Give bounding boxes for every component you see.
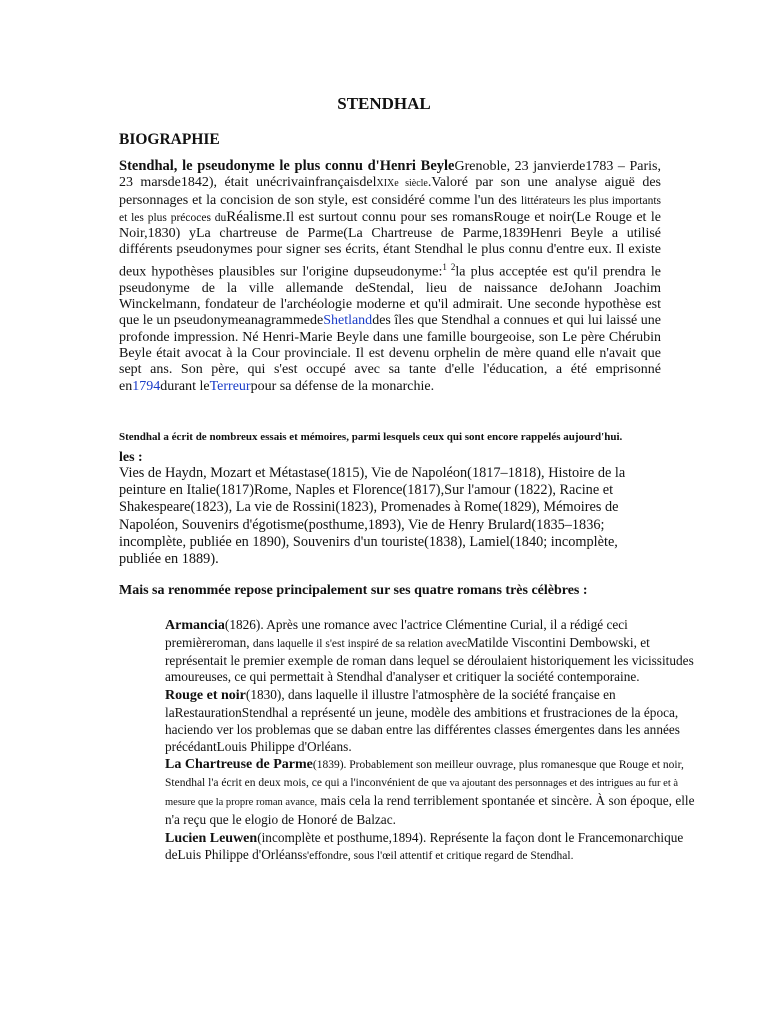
intro-text-4: .Il est surtout connu pour ses romansRouge et noir(Le Rouge et le Noir,1830) yLa chartreuse de Parme(La Chartreuse de Parme,1839Henri Beyle a utilisé différents pseudonymes pour signer ses écrits, étant Stendhal le plus connu d'entre eux. Il existe deux hypothèses plausibles sur l'origine dupseudonyme: — [119, 209, 661, 280]
novel-text-small: s'effondre, sous l'œil attentif et critique regard de Stendhal. — [302, 850, 574, 863]
list-item — [141, 687, 701, 755]
novels-heading: Mais sa renommée repose principalement sur ses quatre romans très célèbres : — [119, 583, 588, 598]
intro-text-2: .Valoré par son une analyse aiguë des personnages et la concision de son style, est considéré comme l'un des — [119, 175, 661, 208]
biography-paragraph — [119, 158, 661, 395]
novel-text-end: Matilde Viscontini Dembowski, et représentait le premier exemple de roman dans lequel se déroulaient historiquement les vicissitudes amoureuses, ce qui permettait à Stendhal d'analyser et critiquer la société contemporaine. — [165, 634, 694, 685]
novel-title: Armancia — [165, 618, 225, 633]
novel-title: Rouge et noir — [165, 688, 246, 704]
link-terreur[interactable]: Terreur — [209, 378, 251, 394]
intro-realisme: Réalisme — [226, 208, 283, 225]
novel-text-small: que va ajoutant des personnages et des intrigues au fur et à mesure que la propre roman avance, — [165, 778, 679, 808]
essays-list: Vies de Haydn, Mozart et Métastase(1815), Vie de Napoléon(1817–1818), Histoire de la peinture en Italie(1817)Rome, Naples et Florence(1817),Sur l'amour (1822), Racine et Shakespeare(1823), La vie de Rossini(1823), Promenades à Rome(1829), Mémoires de Napoléon, Souvenirs d'égotisme(posthume,1893), Vie de Henry Brulard(1835–1836; incomplète, publiée en 1890), Souvenirs d'un touriste(1838), Lamiel(1840; incomplète, publiée en 1889). — [119, 465, 626, 568]
novels-list — [141, 617, 701, 866]
intro-lead: Stendhal, le pseudonyme le plus connu d'Henri Beyle — [119, 158, 455, 174]
novel-text-end: mais cela la rend terriblement spontanée et sincère. À son époque, elle n'a reçu que le elogio de Honoré de Balzac. — [165, 792, 695, 827]
intro-xix-century: XIXe siècle — [376, 178, 428, 190]
link-shetland[interactable]: Shetland — [323, 313, 373, 329]
link-1794[interactable]: 1794 — [132, 378, 161, 394]
novel-text-small: dans laquelle il s'est inspiré de sa relation avec — [252, 637, 467, 650]
list-item — [141, 617, 701, 686]
section-heading-biographie: BIOGRAPHIE — [119, 131, 220, 148]
list-item — [141, 830, 701, 866]
novel-title: La Chartreuse de Parme — [165, 757, 313, 773]
novel-text: (1839). Probablement son meilleur ouvrage, plus romanesque que Rouge et noir, Stendhal l'a écrit en deux mois, ce qui a l'inconvénient de — [165, 759, 684, 790]
essays-list-label: les : — [119, 450, 143, 465]
essays-intro: Stendhal a écrit de nombreux essais et mémoires, parmi lesquels ceux qui sont encore rappelés aujourd'hui. — [119, 431, 623, 443]
intro-small-text: littérateurs les plus importants et les plus précoces du — [119, 194, 662, 224]
list-item — [141, 756, 701, 828]
intro-text-5: la plus acceptée est qu'il prendra le pseudonyme de la ville allemande deStendal, lieu de naissance deJohann Joachim Winckelmann, fondateur de l'archéologie moderne et qu'il admirait. Une seconde hypothèse est que le un pseudonymeanagrammede — [119, 264, 662, 329]
intro-text-8: pour sa défense de la monarchie. — [250, 378, 435, 394]
intro-text-6: des îles que Stendhal a connues et qui lui laissé une profonde impression. Né Henri-Marie Beyle dans une famille bourgeoise, son Le père Chérubin Beyle était avocat à la Cour provinciale. Il est devenu orphelin de mère quand elle n'avait que sept ans. Son père, qui s'est occupé avec sa tante d'elle l'éducation, a été emprisonné en — [119, 313, 661, 394]
page-title: STENDHAL — [337, 94, 431, 113]
novel-text: (1830), dans laquelle il illustre l'atmosphère de la société française en laRestaurationStendhal a représenté un jeune, modèle des ambitions et frustraciones de la época, haciendo ver los problemas que se daban entre las différentes classes émergentes dans les années précédantLouis Philippe d'Orléans. — [165, 687, 680, 754]
intro-text-1: Grenoble, 23 janvierde1783 – Paris, 23 marsde1842), était unécrivainfrançaisdel — [119, 159, 661, 191]
novel-text: (1826). Après une romance avec l'actrice Clémentine Curial, il a rédigé ceci premièreroman, — [165, 617, 628, 650]
intro-footnote-refs: 1 2 — [442, 261, 456, 272]
novel-title: Lucien Leuwen — [165, 830, 258, 846]
novel-text: (incomplète et posthume,1894). Représente la façon dont le Francemonarchique deLuis Philippe d'Orléans — [165, 829, 684, 863]
intro-text-7: durant le — [160, 378, 210, 394]
